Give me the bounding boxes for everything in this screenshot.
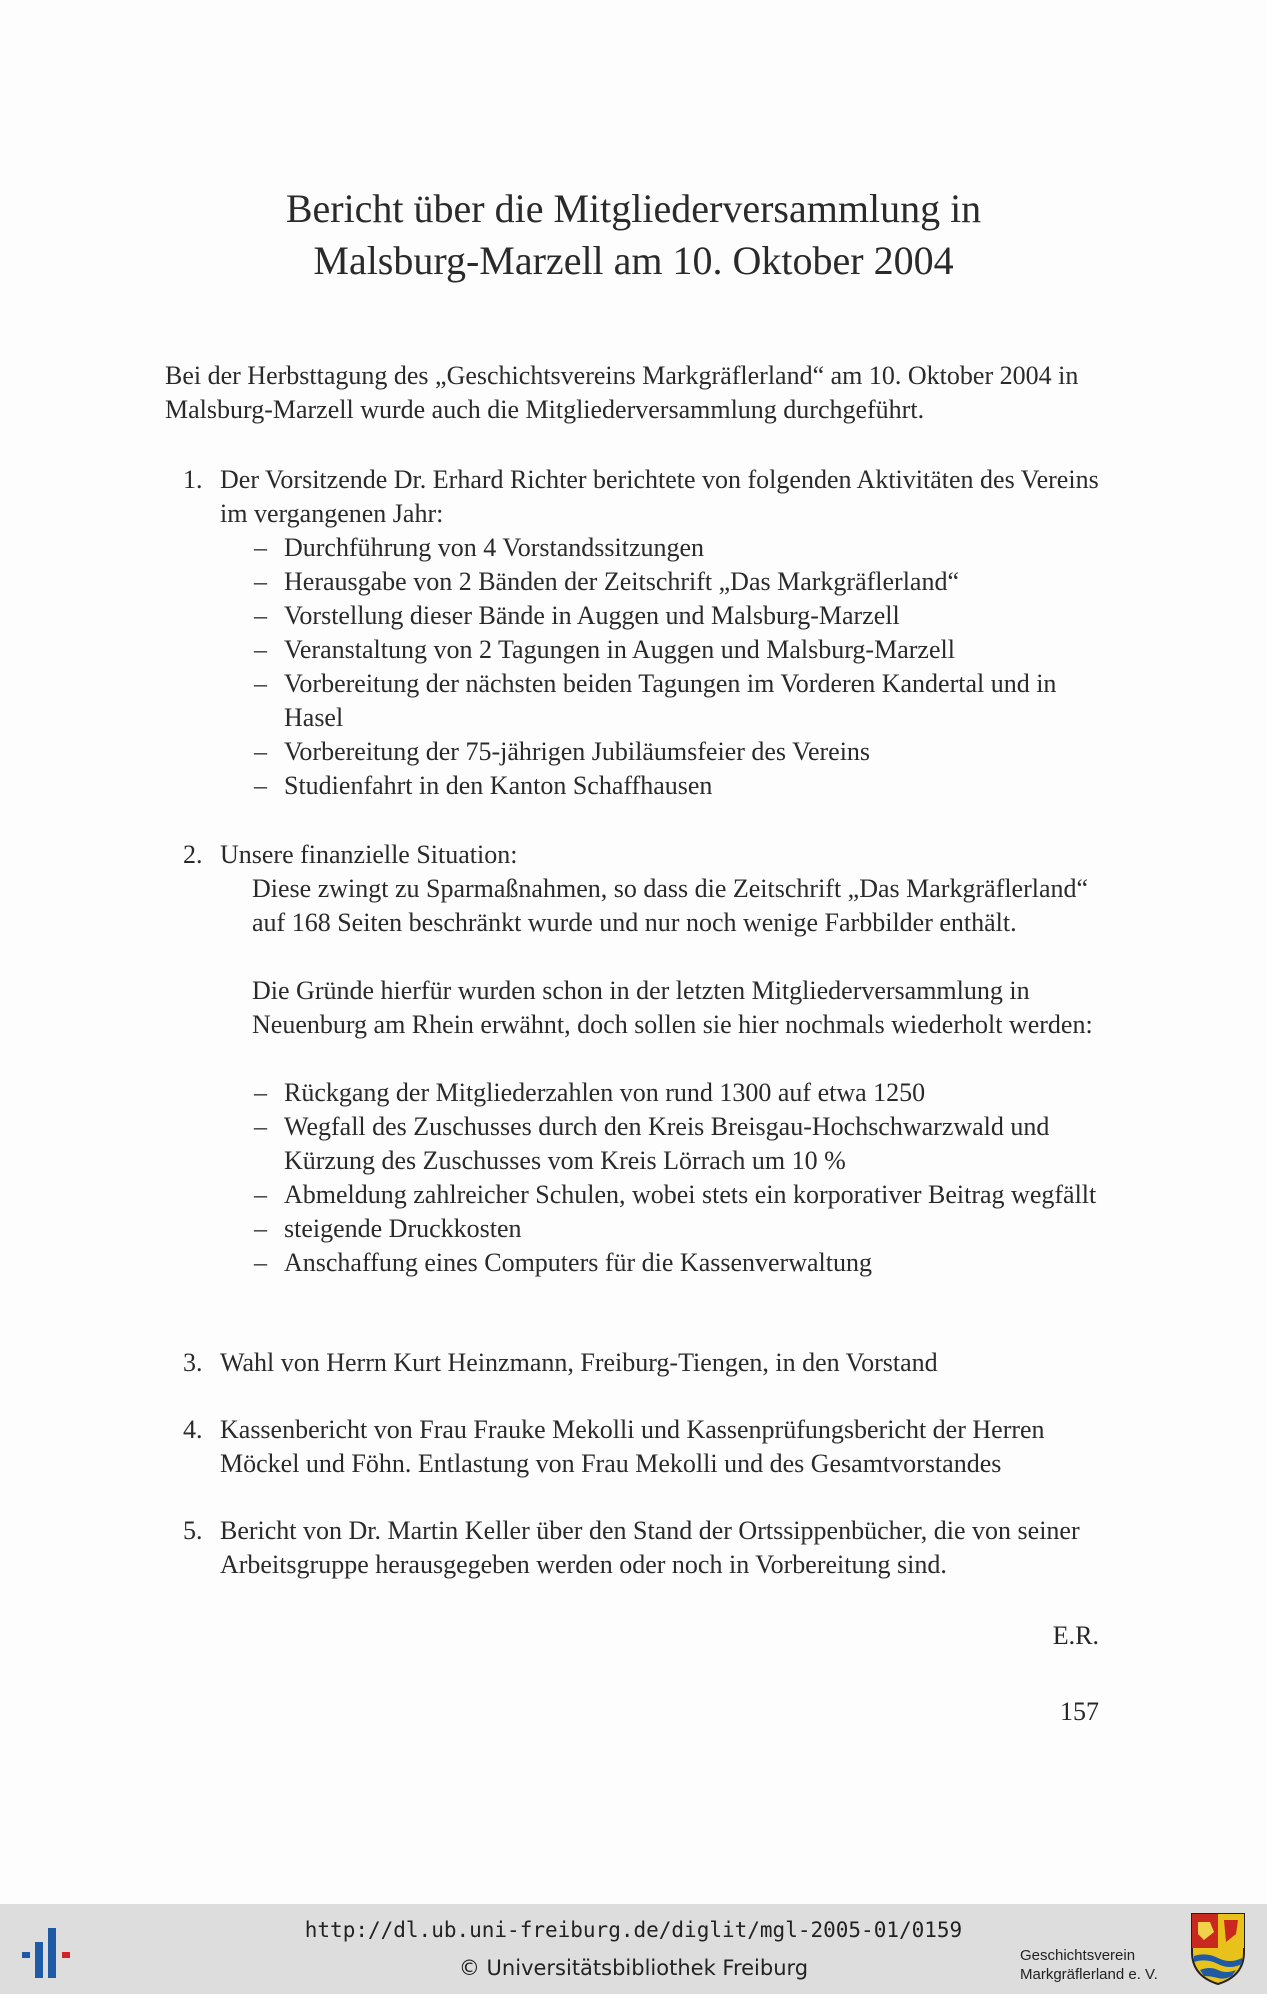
coat-of-arms-icon[interactable] — [1190, 1912, 1246, 1986]
activity-list — [252, 531, 1112, 803]
item-number: 5. — [183, 1516, 203, 1545]
finance-paragraph-1: Diese zwingt zu Sparmaßnahmen, so dass die Zeitschrift „Das Markgräflerland“ auf 168 Seiten beschränkt wurde und nur noch wenige Farbbilder enthält. — [252, 874, 1089, 937]
list-bullet: – Abmeldung zahlreicher Schulen, wobei stets ein korporativer Beitrag wegfällt — [252, 1178, 1112, 1212]
page-title — [0, 183, 1267, 287]
permalink-url[interactable]: http://dl.ub.uni-freiburg.de/diglit/mgl-2005-01/0159 — [304, 1918, 963, 1942]
list-bullet: – Veranstaltung von 2 Tagungen in Auggen und Malsburg-Marzell — [252, 633, 1112, 667]
author-initials: E.R. — [1052, 1621, 1099, 1650]
item-number: 2. — [183, 840, 203, 869]
intro-paragraph: Bei der Herbsttagung des „Geschichtsvereins Markgräflerland“ am 10. Oktober 2004 in Malsburg-Marzell wurde auch die Mitgliederversammlung durchgeführt. — [165, 361, 1079, 424]
reasons-list — [252, 1076, 1112, 1280]
list-bullet: – Vorbereitung der 75-jährigen Jubiläumsfeier des Vereins — [252, 735, 1112, 769]
footer-bar — [0, 1904, 1267, 1994]
item-text: Bericht von Dr. Martin Keller über den Stand der Ortssippenbücher, die von seiner Arbeitsgruppe herausgegeben werden oder noch in Vorbereitung sind. — [220, 1516, 1080, 1579]
list-bullet: – Rückgang der Mitgliederzahlen von rund 1300 auf etwa 1250 — [252, 1076, 1112, 1110]
item-text: Kassenbericht von Frau Frauke Mekolli und Kassenprüfungsbericht der Herren Möckel und Föhn. Entlastung von Frau Mekolli und des Gesamtvorstandes — [220, 1415, 1045, 1478]
list-bullet: – Anschaffung eines Computers für die Kassenverwaltung — [252, 1246, 1112, 1280]
title-line-2: Malsburg-Marzell am 10. Oktober 2004 — [313, 238, 954, 283]
copyright-notice: © Universitätsbibliothek Freiburg — [458, 1956, 809, 1980]
item-number: 4. — [183, 1415, 203, 1444]
list-bullet: – Herausgabe von 2 Bänden der Zeitschrift „Das Markgräflerland“ — [252, 565, 1112, 599]
list-bullet: – Wegfall des Zuschusses durch den Kreis Breisgau-Hochschwarzwald und Kürzung des Zuschusses vom Kreis Lörrach um 10 % — [252, 1110, 1112, 1178]
item-text: Der Vorsitzende Dr. Erhard Richter berichtete von folgenden Aktivitäten des Vereins im vergangenen Jahr: — [220, 465, 1099, 528]
society-name-line-1: Geschichtsverein — [1020, 1947, 1136, 1964]
item-number: 1. — [183, 465, 203, 494]
list-bullet: – Vorbereitung der nächsten beiden Tagungen im Vorderen Kandertal und in Hasel — [252, 667, 1112, 735]
list-bullet: – steigende Druckkosten — [252, 1212, 1112, 1246]
page-number: 157 — [1060, 1697, 1099, 1726]
list-bullet: – Durchführung von 4 Vorstandssitzungen — [252, 531, 1112, 565]
item-text: Wahl von Herrn Kurt Heinzmann, Freiburg-Tiengen, in den Vorstand — [220, 1348, 938, 1377]
list-bullet: – Vorstellung dieser Bände in Auggen und Malsburg-Marzell — [252, 599, 1112, 633]
finance-paragraph-2: Die Gründe hierfür wurden schon in der letzten Mitgliederversammlung in Neuenburg am Rhein erwähnt, doch sollen sie hier nochmals wiederholt werden: — [252, 976, 1093, 1039]
item-text: Unsere finanzielle Situation: — [220, 840, 518, 869]
item-number: 3. — [183, 1348, 203, 1377]
society-name-line-2: Markgräflerland e. V. — [1020, 1966, 1158, 1983]
society-name — [1020, 1946, 1180, 1984]
title-line-1: Bericht über die Mitgliederversammlung in — [285, 186, 982, 231]
list-bullet: – Studienfahrt in den Kanton Schaffhausen — [252, 769, 1112, 803]
